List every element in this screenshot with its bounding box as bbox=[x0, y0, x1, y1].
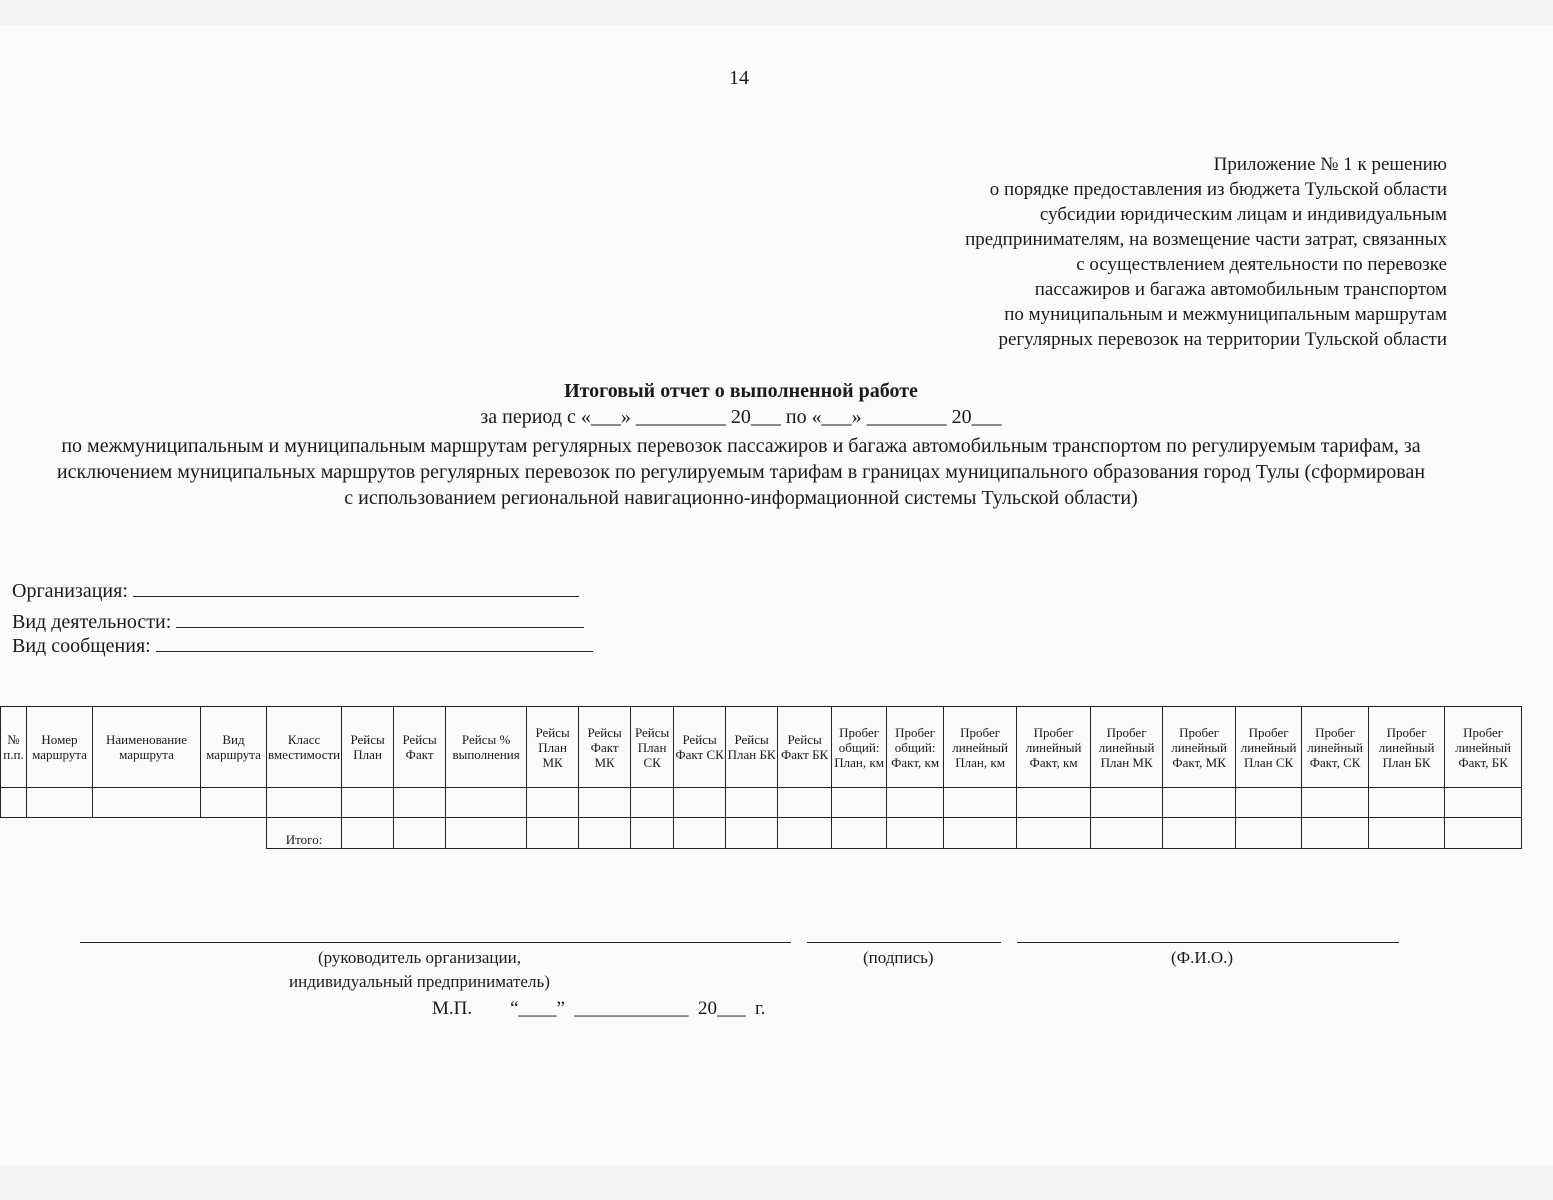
appendix-line: по муниципальным и межмуниципальным маршрутам bbox=[1004, 304, 1447, 325]
table-cell[interactable] bbox=[446, 788, 527, 818]
page-number: 14 bbox=[729, 67, 749, 89]
table-cell[interactable] bbox=[1236, 788, 1302, 818]
table-cell[interactable] bbox=[1163, 788, 1236, 818]
total-cell[interactable] bbox=[394, 818, 446, 849]
table-cell[interactable] bbox=[394, 788, 446, 818]
signature-label: (подпись) bbox=[863, 948, 934, 967]
full-name-line[interactable] bbox=[1017, 942, 1399, 943]
table-cell[interactable] bbox=[1, 788, 27, 818]
activity-field bbox=[12, 609, 584, 634]
total-row-spacer bbox=[1, 818, 267, 849]
column-header: Рейсы План СК bbox=[631, 707, 674, 788]
table-cell[interactable] bbox=[93, 788, 201, 818]
total-cell[interactable] bbox=[579, 818, 631, 849]
table-cell[interactable] bbox=[674, 788, 726, 818]
head-label-continued: индивидуальный предприниматель) bbox=[289, 972, 550, 991]
table-cell[interactable] bbox=[726, 788, 778, 818]
appendix-line: субсидии юридическим лицам и индивидуальным bbox=[1039, 204, 1447, 225]
table-cell[interactable] bbox=[1091, 788, 1163, 818]
column-header: Пробег линейный Факт, БК bbox=[1445, 707, 1522, 788]
total-cell[interactable] bbox=[726, 818, 778, 849]
total-cell[interactable] bbox=[1163, 818, 1236, 849]
column-header: Рейсы Факт СК bbox=[674, 707, 726, 788]
appendix-line: Приложение № 1 к решению bbox=[1213, 154, 1447, 175]
table-cell[interactable] bbox=[527, 788, 579, 818]
total-label: Итого: bbox=[267, 818, 342, 849]
table-cell[interactable] bbox=[1302, 788, 1369, 818]
total-cell[interactable] bbox=[832, 818, 887, 849]
total-row bbox=[1, 818, 1522, 849]
report-title: Итоговый отчет о выполненной работе bbox=[564, 380, 918, 402]
table-cell[interactable] bbox=[1445, 788, 1522, 818]
table-cell[interactable] bbox=[832, 788, 887, 818]
total-cell[interactable] bbox=[778, 818, 832, 849]
column-header: Рейсы % выполнения bbox=[446, 707, 527, 788]
table-header-row bbox=[1, 707, 1522, 788]
total-cell[interactable] bbox=[944, 818, 1017, 849]
column-header: Рейсы План bbox=[342, 707, 394, 788]
table-cell[interactable] bbox=[631, 788, 674, 818]
column-header: Рейсы Факт БК bbox=[778, 707, 832, 788]
total-cell[interactable] bbox=[674, 818, 726, 849]
column-header: Пробег линейный План БК bbox=[1369, 707, 1445, 788]
table-cell[interactable] bbox=[1369, 788, 1445, 818]
column-header: № п.п. bbox=[1, 707, 27, 788]
table-cell[interactable] bbox=[1017, 788, 1091, 818]
appendix-line: предпринимателям, на возмещение части затрат, связанных bbox=[965, 229, 1447, 250]
column-header: Класс вместимости bbox=[267, 707, 342, 788]
table-cell[interactable] bbox=[342, 788, 394, 818]
column-header: Пробег линейный План СК bbox=[1236, 707, 1302, 788]
activity-blank[interactable] bbox=[176, 609, 584, 628]
report-table bbox=[0, 706, 1522, 849]
total-cell[interactable] bbox=[631, 818, 674, 849]
report-period: за период с «___» _________ 20___ по «___» ________ 20___ bbox=[480, 406, 1002, 428]
table-row bbox=[1, 788, 1522, 818]
column-header: Пробег линейный Факт, МК bbox=[1163, 707, 1236, 788]
full-name-label: (Ф.И.О.) bbox=[1171, 948, 1234, 967]
appendix-line: регулярных перевозок на территории Тульской области bbox=[998, 329, 1447, 350]
total-cell[interactable] bbox=[1369, 818, 1445, 849]
table-cell[interactable] bbox=[201, 788, 267, 818]
total-cell[interactable] bbox=[446, 818, 527, 849]
total-cell[interactable] bbox=[1236, 818, 1302, 849]
total-cell[interactable] bbox=[887, 818, 944, 849]
organization-field bbox=[12, 578, 579, 603]
total-cell[interactable] bbox=[1091, 818, 1163, 849]
column-header: Рейсы План МК bbox=[527, 707, 579, 788]
column-header: Рейсы План БК bbox=[726, 707, 778, 788]
column-header: Наименование маршрута bbox=[93, 707, 201, 788]
column-header: Пробег общий: Факт, км bbox=[887, 707, 944, 788]
communication-label: Вид сообщения: bbox=[12, 635, 151, 657]
head-label: (руководитель организации, bbox=[318, 948, 521, 967]
table-cell[interactable] bbox=[944, 788, 1017, 818]
signature-line[interactable] bbox=[807, 942, 1001, 943]
communication-field bbox=[12, 633, 593, 658]
column-header: Пробег линейный Факт, км bbox=[1017, 707, 1091, 788]
communication-blank[interactable] bbox=[156, 633, 593, 652]
column-header: Рейсы Факт bbox=[394, 707, 446, 788]
organization-label: Организация: bbox=[12, 580, 128, 602]
stamp-date-line: М.П. “____” ____________ 20___ г. bbox=[432, 998, 766, 1019]
total-cell[interactable] bbox=[1302, 818, 1369, 849]
total-cell[interactable] bbox=[1017, 818, 1091, 849]
column-header: Пробег общий: План, км bbox=[832, 707, 887, 788]
total-cell[interactable] bbox=[342, 818, 394, 849]
activity-label: Вид деятельности: bbox=[12, 611, 172, 633]
total-cell[interactable] bbox=[1445, 818, 1522, 849]
report-subtitle: по межмуниципальным и муниципальным маршрутам регулярных перевозок пассажиров и багажа автомобильным транспортом по регулируемым тарифам, за исключением муниципальных маршрутов регулярных перевозок по регулируемым тарифам в границах муниципального образования город Тулы (сформирован с использованием региональной навигационно-информационной системы Тульской области) bbox=[56, 435, 1426, 509]
column-header: Пробег линейный Факт, СК bbox=[1302, 707, 1369, 788]
head-signature-line[interactable] bbox=[80, 942, 791, 943]
table-cell[interactable] bbox=[267, 788, 342, 818]
appendix-line: с осуществлением деятельности по перевозке bbox=[1076, 254, 1447, 275]
column-header: Номер маршрута bbox=[27, 707, 93, 788]
table-cell[interactable] bbox=[778, 788, 832, 818]
organization-blank[interactable] bbox=[133, 578, 579, 597]
table-cell[interactable] bbox=[27, 788, 93, 818]
total-cell[interactable] bbox=[527, 818, 579, 849]
column-header: Вид маршрута bbox=[201, 707, 267, 788]
column-header: Рейсы Факт МК bbox=[579, 707, 631, 788]
appendix-line: пассажиров и багажа автомобильным транспортом bbox=[1034, 279, 1447, 300]
table-cell[interactable] bbox=[579, 788, 631, 818]
appendix-line: о порядке предоставления из бюджета Тульской области bbox=[989, 179, 1447, 200]
table-cell[interactable] bbox=[887, 788, 944, 818]
column-header: Пробег линейный План МК bbox=[1091, 707, 1163, 788]
appendix-note bbox=[965, 152, 1447, 352]
column-header: Пробег линейный План, км bbox=[944, 707, 1017, 788]
